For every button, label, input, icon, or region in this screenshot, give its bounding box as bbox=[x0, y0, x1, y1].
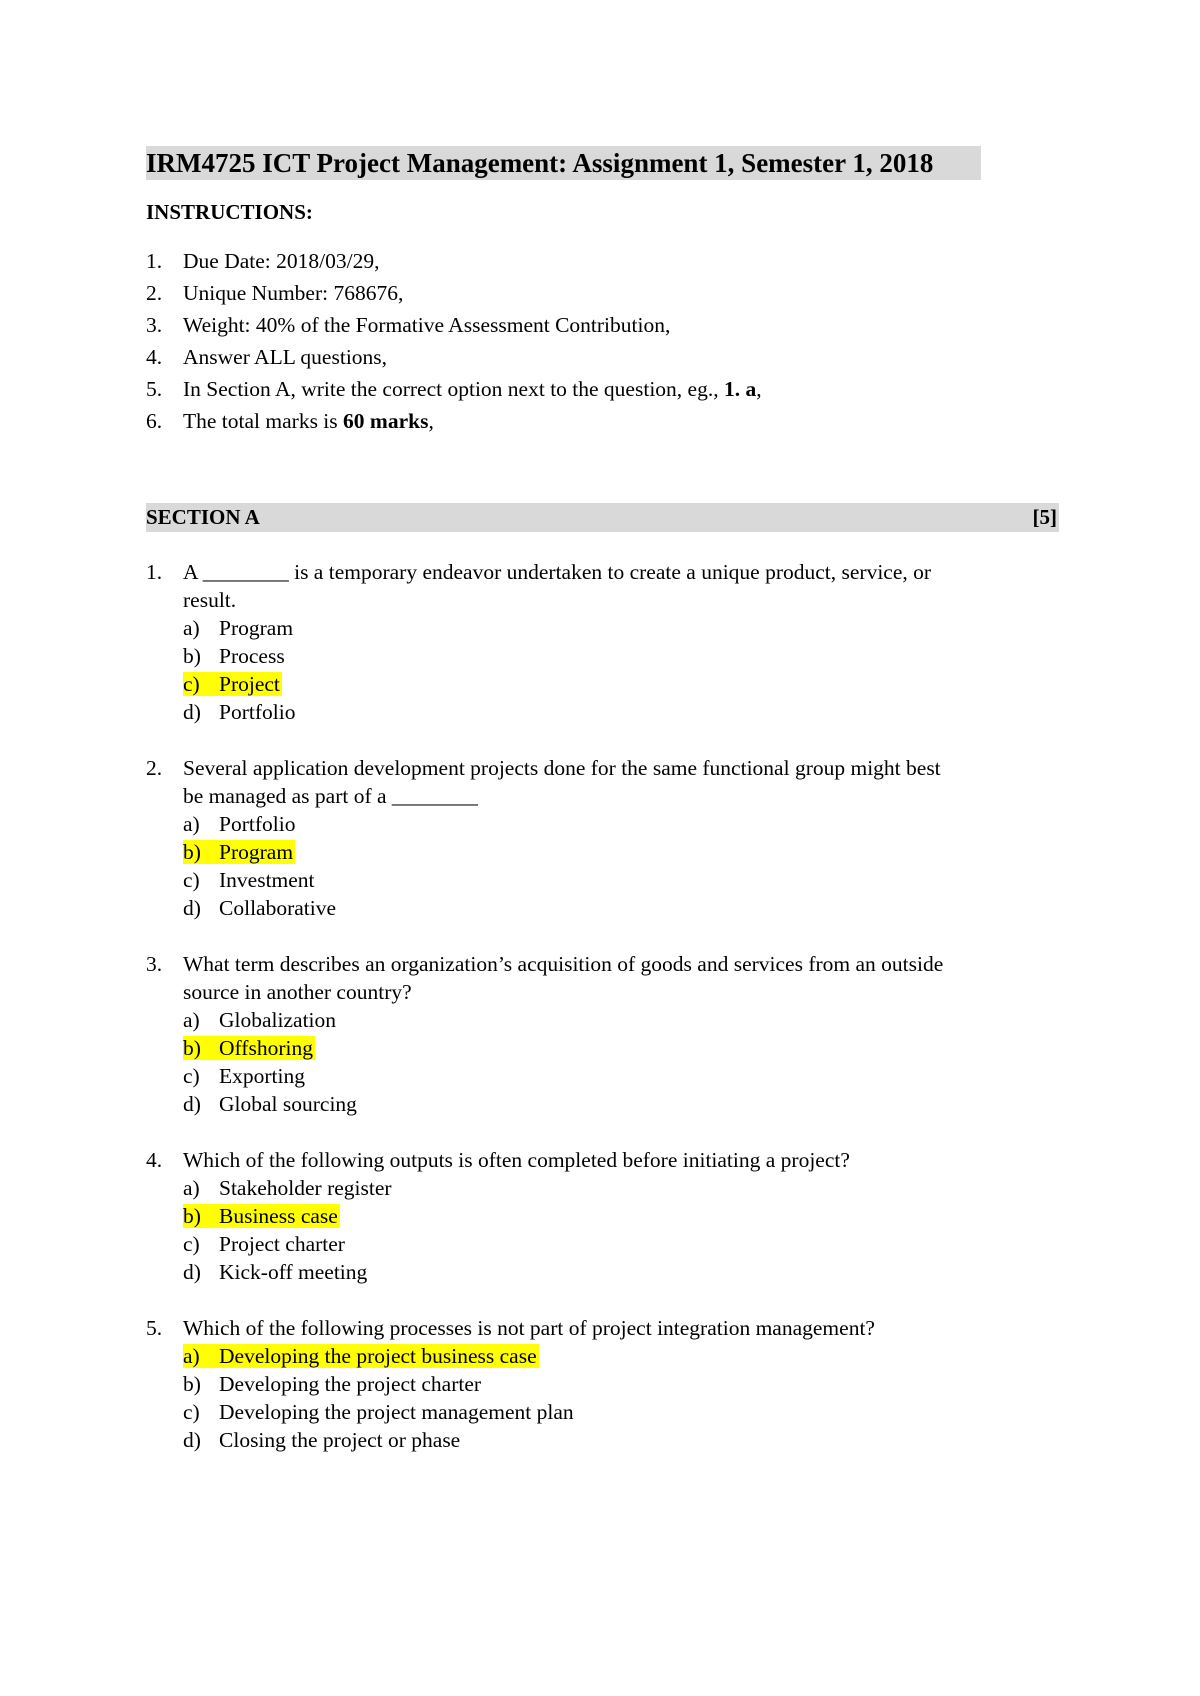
option-text: Exporting bbox=[219, 1064, 305, 1088]
option-text: Project charter bbox=[219, 1232, 345, 1256]
question-text: result. bbox=[183, 588, 237, 612]
option-text: Program bbox=[219, 616, 294, 640]
option-label: c) bbox=[183, 1064, 200, 1088]
answer-option bbox=[146, 1230, 1059, 1258]
question-block bbox=[146, 754, 1059, 922]
question-line bbox=[146, 586, 1059, 614]
option-text: Developing the project management plan bbox=[219, 1400, 574, 1424]
instruction-number: 4. bbox=[146, 345, 163, 369]
instruction-text: Due Date: 2018/03/29, bbox=[183, 249, 380, 273]
option-label: a) bbox=[183, 1176, 200, 1200]
answer-option-highlighted bbox=[146, 1034, 1059, 1062]
option-text: Investment bbox=[219, 868, 315, 892]
option-label: a) bbox=[183, 616, 200, 640]
option-text: Business case bbox=[219, 1204, 338, 1228]
answer-option bbox=[146, 614, 1059, 642]
document-title: IRM4725 ICT Project Management: Assignment 1, Semester 1, 2018 bbox=[146, 146, 981, 180]
answer-option bbox=[146, 698, 1059, 726]
section-marks: [5] bbox=[1032, 505, 1057, 529]
option-text: Portfolio bbox=[219, 700, 296, 724]
answer-option-highlighted bbox=[146, 1202, 1059, 1230]
option-label: b) bbox=[183, 1036, 201, 1060]
instruction-text: Unique Number: 768676, bbox=[183, 281, 404, 305]
question-spacer bbox=[146, 1286, 1059, 1314]
option-text: Portfolio bbox=[219, 812, 296, 836]
instruction-text: Weight: 40% of the Formative Assessment Contribution, bbox=[183, 313, 671, 337]
question-line bbox=[146, 1146, 1059, 1174]
option-label: a) bbox=[183, 1008, 200, 1032]
instruction-number: 6. bbox=[146, 409, 163, 433]
question-line bbox=[146, 950, 1059, 978]
instruction-text bbox=[183, 373, 762, 405]
section-heading bbox=[146, 503, 1059, 532]
option-text: Collaborative bbox=[219, 896, 337, 920]
option-label: d) bbox=[183, 1092, 201, 1116]
instruction-text-pre: In Section A, write the correct option next to the question, eg., bbox=[183, 377, 724, 401]
instruction-number: 2. bbox=[146, 281, 163, 305]
question-text: A ________ is a temporary endeavor undertaken to create a unique product, service, or bbox=[183, 560, 932, 584]
question-text: What term describes an organization’s acquisition of goods and services from an outside bbox=[183, 952, 944, 976]
answer-option-highlighted bbox=[146, 838, 1059, 866]
option-text: Stakeholder register bbox=[219, 1176, 392, 1200]
option-label: a) bbox=[183, 812, 200, 836]
option-label: c) bbox=[183, 1400, 200, 1424]
instruction-text-pre: The total marks is bbox=[183, 409, 344, 433]
answer-option-highlighted bbox=[146, 670, 1059, 698]
option-label: c) bbox=[183, 672, 200, 696]
question-text: Which of the following processes is not part of project integration management? bbox=[183, 1316, 875, 1340]
answer-option bbox=[146, 1062, 1059, 1090]
answer-option-highlighted bbox=[146, 1342, 1059, 1370]
instruction-number: 5. bbox=[146, 377, 163, 401]
answer-option bbox=[146, 1258, 1059, 1286]
option-text: Closing the project or phase bbox=[219, 1428, 461, 1452]
option-text: Process bbox=[219, 644, 285, 668]
question-line bbox=[146, 558, 1059, 586]
instruction-number: 3. bbox=[146, 313, 163, 337]
question-block bbox=[146, 1146, 1059, 1286]
question-text: Several application development projects done for the same functional group might best bbox=[183, 756, 941, 780]
question-line bbox=[146, 754, 1059, 782]
option-label: b) bbox=[183, 840, 201, 864]
question-number: 1. bbox=[146, 560, 163, 584]
option-text: Project bbox=[219, 672, 280, 696]
answer-option bbox=[146, 642, 1059, 670]
option-text: Global sourcing bbox=[219, 1092, 357, 1116]
instruction-number: 1. bbox=[146, 249, 163, 273]
question-number: 2. bbox=[146, 756, 163, 780]
question-text: Which of the following outputs is often completed before initiating a project? bbox=[183, 1148, 850, 1172]
instruction-text-bold: 1. a bbox=[723, 377, 757, 401]
question-text: be managed as part of a ________ bbox=[183, 784, 478, 808]
instruction-text bbox=[183, 405, 434, 437]
question-spacer bbox=[146, 922, 1059, 950]
option-label: d) bbox=[183, 896, 201, 920]
answer-option bbox=[146, 1426, 1059, 1454]
question-block bbox=[146, 1314, 1059, 1454]
option-label: c) bbox=[183, 1232, 200, 1256]
instruction-text: Answer ALL questions, bbox=[183, 345, 388, 369]
question-spacer bbox=[146, 1118, 1059, 1146]
option-label: b) bbox=[183, 1372, 201, 1396]
answer-option bbox=[146, 1370, 1059, 1398]
question-block bbox=[146, 558, 1059, 726]
answer-option bbox=[146, 894, 1059, 922]
option-label: d) bbox=[183, 1260, 201, 1284]
question-line bbox=[146, 782, 1059, 810]
questions-list bbox=[146, 558, 1059, 1454]
answer-option bbox=[146, 1090, 1059, 1118]
question-line bbox=[146, 978, 1059, 1006]
option-label: d) bbox=[183, 1428, 201, 1452]
instructions-heading: INSTRUCTIONS: bbox=[146, 200, 313, 224]
answer-option bbox=[146, 1006, 1059, 1034]
question-number: 5. bbox=[146, 1316, 163, 1340]
question-number: 3. bbox=[146, 952, 163, 976]
instruction-text-post: , bbox=[756, 377, 762, 401]
question-number: 4. bbox=[146, 1148, 163, 1172]
question-spacer bbox=[146, 726, 1059, 754]
answer-option bbox=[146, 866, 1059, 894]
option-text: Developing the project business case bbox=[219, 1344, 537, 1368]
answer-option bbox=[146, 810, 1059, 838]
option-label: b) bbox=[183, 644, 201, 668]
answer-option bbox=[146, 1398, 1059, 1426]
question-text: source in another country? bbox=[183, 980, 412, 1004]
option-text: Offshoring bbox=[219, 1036, 313, 1060]
option-label: d) bbox=[183, 700, 201, 724]
option-label: a) bbox=[183, 1344, 200, 1368]
instruction-text-bold: 60 marks bbox=[343, 409, 429, 433]
option-text: Globalization bbox=[219, 1008, 337, 1032]
option-label: b) bbox=[183, 1204, 201, 1228]
option-text: Program bbox=[219, 840, 294, 864]
option-text: Developing the project charter bbox=[219, 1372, 482, 1396]
option-text: Kick-off meeting bbox=[219, 1260, 368, 1284]
question-block bbox=[146, 950, 1059, 1118]
instruction-text-post: , bbox=[428, 409, 434, 433]
option-label: c) bbox=[183, 868, 200, 892]
answer-option bbox=[146, 1174, 1059, 1202]
section-label: SECTION A bbox=[146, 505, 260, 529]
question-line bbox=[146, 1314, 1059, 1342]
